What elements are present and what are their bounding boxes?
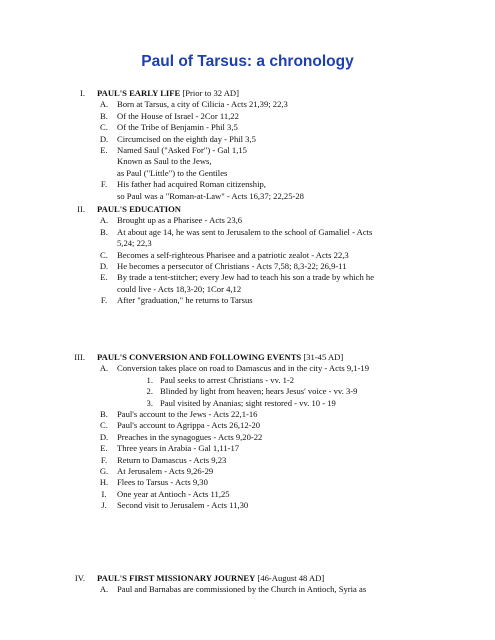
list-item [0,168,495,179]
section-heading [97,88,239,99]
section-date-range: [31-45 AD] [301,352,344,362]
item-text: Paul's account to the Jews - Acts 22,1-16 [117,408,258,419]
section-heading-title: PAUL'S EARLY LIFE [97,88,181,98]
list-item [0,363,495,374]
list-item [0,250,495,261]
list-item [0,238,495,249]
sub-item-number: 2. [146,386,153,397]
section-early-life [0,88,495,202]
section-numeral: III. [74,352,85,362]
list-item [0,500,495,511]
item-text: Of the House of Israel - 2Cor 11,22 [117,110,239,121]
item-letter: F. [100,179,108,190]
item-letter: A. [99,215,109,226]
list-item [0,584,495,595]
item-letter: I. [101,488,107,499]
item-text: Circumcised on the eighth day - Phil 3,5 [117,133,256,144]
item-text: Flees to Tarsus - Acts 9,30 [117,477,208,488]
sub-item-number: 3. [146,397,153,408]
item-letter: B. [100,110,108,121]
item-text: Becomes a self-righteous Pharisee and a patriotic zealot - Acts 22,3 [117,249,349,260]
section-heading-row [0,204,495,215]
item-text: Known as Saul to the Jews, [117,156,212,167]
list-item [0,134,495,145]
list-item [0,99,495,110]
list-item [0,122,495,133]
item-letter: J. [101,500,107,511]
item-text: Second visit to Jerusalem - Acts 11,30 [117,500,249,511]
section-heading-row [0,573,495,584]
sub-list-item [0,375,495,386]
section-numeral: II. [77,204,85,214]
list-item [0,466,495,477]
section-date-range: [46-August 48 AD] [255,573,325,583]
section-heading [97,204,181,215]
list-item [0,489,495,500]
item-letter: C. [100,249,108,260]
item-text: Born at Tarsus, a city of Cilicia - Acts 21,39; 22,3 [117,99,288,110]
item-text: At about age 14, he was sent to Jerusalem to the school of Gamaliel - Acts [117,226,373,237]
item-text: Preaches in the synagogues - Acts 9,20-22 [117,431,263,442]
list-item [0,227,495,238]
item-letter: B. [100,226,108,237]
section-numeral: IV. [74,573,85,583]
sub-item-text: Blinded by light from heaven; hears Jesus' voice - vv. 3-9 [160,386,358,397]
section-heading-title: PAUL'S EDUCATION [97,204,181,214]
section-conversion [0,352,495,511]
item-letter: C. [100,420,108,431]
item-letter: D. [99,133,109,144]
list-item [0,443,495,454]
item-text: Three years in Arabia - Gal 1,11-17 [117,443,240,454]
sub-list-item [0,386,495,397]
sub-list-item [0,398,495,409]
list-item [0,191,495,202]
item-text: so Paul was a "Roman-at-Law" - Acts 16,37; 22,25-28 [117,190,304,201]
item-letter: G. [99,465,109,476]
item-text: After "graduation," he returns to Tarsus [117,295,253,306]
item-text: He becomes a persecutor of Christians - Acts 7,58; 8,3-22; 26,9-11 [117,260,347,271]
item-text: Paul's account to Agrippa - Acts 26,12-20 [117,420,261,431]
sub-item-text: Paul seeks to arrest Christians - vv. 1-2 [160,374,295,385]
section-heading-title: PAUL'S CONVERSION AND FOLLOWING EVENTS [97,352,302,362]
item-letter: A. [99,99,109,110]
item-text: Of the Tribe of Benjamin - Phil 3,5 [117,122,238,133]
item-letter: A. [99,363,109,374]
item-text: Named Saul ("Asked For") - Gal 1,15 [117,144,247,155]
section-education [0,204,495,307]
list-item [0,409,495,420]
list-item [0,179,495,190]
list-item [0,420,495,431]
section-numeral: I. [79,88,85,98]
list-item [0,295,495,306]
item-text: could live - Acts 18,3-20; 1Cor 4,12 [117,283,242,294]
item-text: as Paul ("Little") to the Gentiles [117,167,228,178]
item-text: Return to Damascus - Acts 9,23 [117,454,227,465]
list-item [0,215,495,226]
sub-item-text: Paul visited by Ananias; sight restored - vv. 10 - 19 [160,397,336,408]
list-item [0,455,495,466]
section-heading-row [0,352,495,363]
item-letter: B. [100,408,108,419]
item-letter: F. [100,295,108,306]
item-text: 5,24; 22,3 [117,238,152,249]
item-letter: H. [99,477,109,488]
list-item [0,477,495,488]
item-letter: E. [100,144,108,155]
item-text: By trade a tent-stitcher; every Jew had to teach his son a trade by which he [117,272,375,283]
list-item [0,261,495,272]
item-text: One year at Antioch - Acts 11,25 [117,488,230,499]
item-text: At Jerusalem - Acts 9,26-29 [117,465,214,476]
list-item [0,156,495,167]
section-date-range: [Prior to 32 AD] [180,88,239,98]
item-letter: D. [99,260,109,271]
item-text: Conversion takes place on road to Damascus and in the city - Acts 9,1-19 [117,363,370,374]
item-text: His father had acquired Roman citizenship, [117,179,266,190]
section-heading-title: PAUL'S FIRST MISSIONARY JOURNEY [97,573,256,583]
item-letter: E. [100,272,108,283]
section-heading [97,352,343,363]
list-item [0,272,495,283]
section-first-journey [0,573,495,596]
list-item [0,111,495,122]
sub-item-number: 1. [146,374,153,385]
document-title: Paul of Tarsus: a chronology [141,53,354,70]
list-item [0,284,495,295]
item-letter: A. [99,584,109,595]
item-letter: D. [99,431,109,442]
list-item [0,145,495,156]
item-text: Brought up as a Pharisee - Acts 23,6 [117,215,243,226]
item-text: Paul and Barnabas are commissioned by the Church in Antioch, Syria as [117,584,367,595]
item-letter: E. [100,443,108,454]
list-item [0,432,495,443]
section-heading-row [0,88,495,99]
item-letter: F. [100,454,108,465]
item-letter: C. [100,122,108,133]
section-heading [97,573,324,584]
